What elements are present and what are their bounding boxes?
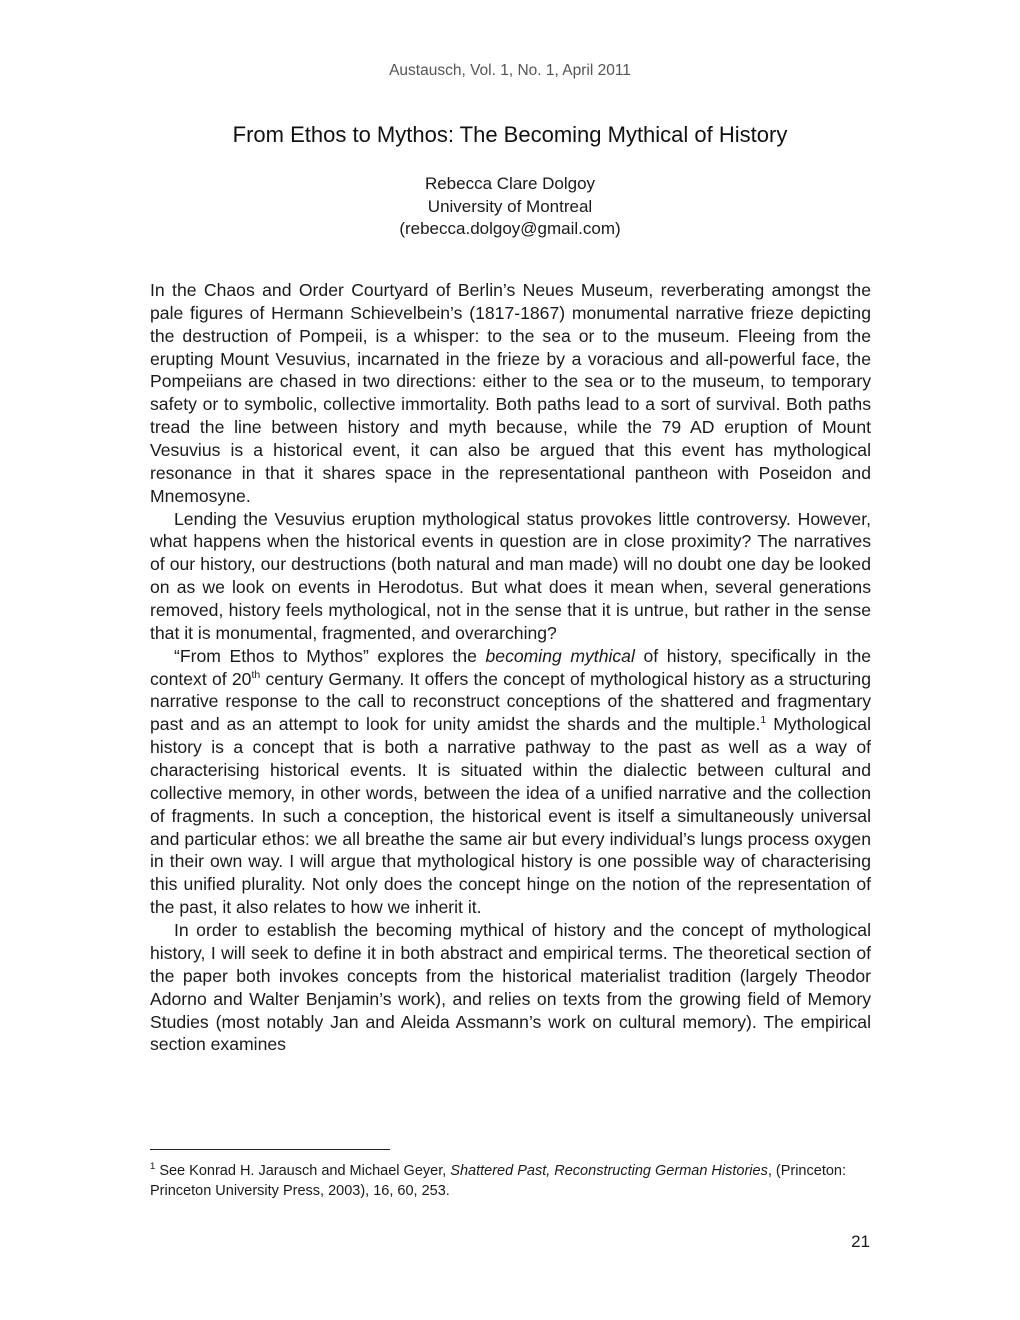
ordinal-superscript: th xyxy=(251,668,261,681)
paragraph-3-text: Mythological history is a concept that is both a narrative pathway to the past as well as a way of characterising historical events. It is situated within the dialectic between cultural and collective memory, in other words, between the idea of a unified narrative and the collection of fragments. In such a conception, the historical event is itself a simultaneously universal and particular ethos: we all breathe the same air but every individual’s lungs process oxygen in their own way. I will argue that mythological history is one possible way of characterising this unified plurality. Not only does the concept hinge on the notion of the representation of the past, it also relates to how we inherit it. xyxy=(150,714,871,918)
paragraph-1: In the Chaos and Order Courtyard of Berlin’s Neues Museum, reverberating amongst the pale figures of Hermann Schievelbein’s (1817-1867) monumental narrative frieze depicting the destruction of Pompeii, is a whisper: to the sea or to the museum. Fleeing from the erupting Mount Vesuvius, incarnated in the frieze by a voracious and all-powerful face, the Pompeiians are chased in two directions: either to the sea or to the museum, to temporary safety or to symbolic, collective immortality. Both paths lead to a sort of survival. Both paths tread the line between history and myth because, while the 79 AD eruption of Mount Vesuvius is a historical event, it can also be argued that this event has mythological resonance in that it shares space in the representational pantheon with Poseidon and Mnemosyne. xyxy=(150,280,871,506)
author-affiliation: University of Montreal xyxy=(427,196,593,216)
footnote-number: 1 xyxy=(150,1161,156,1172)
paragraph-4: In order to establish the becoming mythical of history and the concept of mythological history, I will seek to define it in both abstract and empirical terms. The theoretical section of the paper both invokes concepts from the historical materialist tradition (largely Theodor Adorno and Walter Benjamin’s work), and relies on texts from the growing field of Memory Studies (most notably Jan and Aleida Assmann’s work on cultural memory). The empirical section examines xyxy=(150,920,871,1055)
author-email: (rebecca.dolgoy@gmail.com) xyxy=(399,219,621,238)
author-block xyxy=(0,173,1020,241)
footnote-text: , (Princeton: Princeton University Press, 2003), 16, 60, 253. xyxy=(150,1163,846,1199)
author-name: Rebecca Clare Dolgoy xyxy=(424,174,596,193)
paragraph-3-text: “From Ethos to Mythos” explores the xyxy=(174,645,486,666)
emphasis-becoming-mythical: becoming mythical xyxy=(485,645,635,666)
paragraph-2: Lending the Vesuvius eruption mythological status provokes little controversy. However, what happens when the historical events in question are in close proximity? The narratives of our history, our destructions (both natural and man made) will no doubt one day be looked on as we look on events in Herodotus. But what does it mean when, several generations removed, history feels mythological, not in the sense that it is untrue, but rather in the sense that it is monumental, fragmented, and overarching? xyxy=(150,508,871,643)
article-title: From Ethos to Mythos: The Becoming Mythical of History xyxy=(232,122,788,147)
footnote-book-title: Shattered Past, Reconstructing German Histories xyxy=(450,1163,768,1179)
footnote-reference[interactable]: 1 xyxy=(760,714,767,727)
footnote-divider xyxy=(150,1149,390,1150)
footnote-text: See Konrad H. Jarausch and Michael Geyer, xyxy=(155,1163,451,1179)
page-number: 21 xyxy=(851,1232,870,1251)
paragraph-3-text: of history, specifically in the context of 20 xyxy=(150,645,872,689)
running-head: Austausch, Vol. 1, No. 1, April 2011 xyxy=(389,62,631,79)
paragraph-3 xyxy=(150,645,871,919)
article-body xyxy=(150,279,871,1056)
footnote-1 xyxy=(150,1161,871,1201)
paragraph-3-text: century Germany. It offers the concept of mythological history as a structuring narrative response to the call to reconstruct conceptions of the shattered and fragmentary past and as an attempt to look for unity amidst the shards and the multiple. xyxy=(150,668,872,735)
